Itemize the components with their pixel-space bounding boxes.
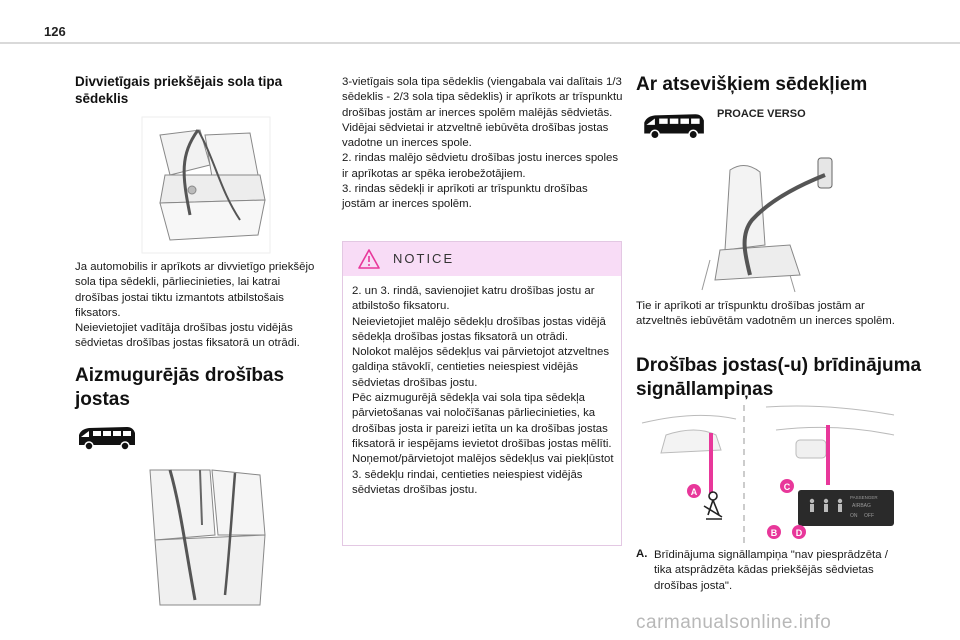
individual-seats-paragraph: Tie ir aprīkoti ar trīspunktu drošības jostām ar atzveltnēs iebūvētām vadotnēm un inerces spolēm. xyxy=(636,300,895,328)
svg-text:C: C xyxy=(783,482,791,492)
individual-seats-heading: Ar atsevišķiem sēdekļiem xyxy=(636,74,868,95)
rear-belts-heading: Aizmugurējās drošības jostas xyxy=(75,365,285,410)
van-icon xyxy=(640,112,706,140)
callout-a xyxy=(687,484,701,498)
watermark: carmanualsonline.info xyxy=(636,612,832,633)
warning-lamps-heading: Drošības jostas(-u) brīdinājuma signāllampiņas xyxy=(636,355,922,400)
panel-text-passenger: PASSENGER xyxy=(850,495,878,500)
seatbelt-warning-icon xyxy=(704,492,722,519)
rear-belts-illustration xyxy=(140,465,270,610)
model-label: PROACE VERSO xyxy=(717,108,806,120)
callout-d xyxy=(792,525,806,539)
dashboard-warning-illustration xyxy=(636,405,901,547)
individual-seat-illustration xyxy=(690,150,850,295)
svg-text:A: A xyxy=(690,487,698,497)
van-icon xyxy=(75,425,137,451)
panel-text-on: ON xyxy=(850,513,858,519)
notice-header xyxy=(343,242,621,276)
notice-title: NOTICE xyxy=(393,251,455,266)
notice-box xyxy=(342,241,622,546)
notice-text: 2. un 3. rindā, savienojiet katru drošības jostu ar atbilstošo fiksatoru. Neievietojiet malējo sēdekļu drošības jostas vidējā sēdekļa drošības jostas fiksatorā un otrādi. Nolokot malējos sēdekļus vai pārvietojot atzveltnes galdiņa stāvoklī, centieties neiespiest vidējās sēdvietas drošības jostu. Pēc aizmugurējā sēdekļa vai sola tipa sēdekļa pārvietošanas vai noločīšanas pārliecinieties, ka drošības josta ir pareizi ietīta un ka drošības jostas fiksatorā ir iespējams ievietot drošības jostas mēlīti. Noņemot/pārvietojot malējos sēdekļus vai piekļūstot 3. sēdekļu rindai, centieties neiespiest vidējās sēdvietas drošības jostu. xyxy=(352,285,614,496)
warning-triangle-icon xyxy=(357,248,381,270)
rear-belts-paragraph: 3-vietīgais sola tipa sēdeklis (viengabala vai dalītais 1/3 sēdeklis - 2/3 sola tipa sēdeklis) ir aprīkots ar trīspunktu drošības jostām ar inerces spolēm malējās sēdvietās. Vidējai sēdvietai ir atzveltnē iebūvēta drošības jostas vadotne un inerces spole. 2. rindas malējo sēdvietu drošības jostu inerces spoles ir aprīkotas ar spēka ierobežotājiem. 3. rindas sēdekļi ir aprīkoti ar trīspunktu drošības jostām ar inerces spolēm. xyxy=(342,76,623,211)
legend-text-a: Brīdinājuma signāllampiņa "nav piesprādzēta / tika atsprādzēta kādas priekšējās sēdvietas drošības josta". xyxy=(654,549,888,592)
callout-c xyxy=(780,479,794,493)
front-bench-heading: Divvietīgais priekšējais sola tipa sēdeklis xyxy=(75,74,283,106)
svg-text:B: B xyxy=(770,528,778,538)
callout-b xyxy=(767,525,781,539)
front-bench-illustration xyxy=(140,115,272,255)
svg-text:D: D xyxy=(795,528,803,538)
front-bench-paragraph: Ja automobilis ir aprīkots ar divvietīgo priekšējo sola tipa sēdekli, pārliecinieties, lai katrai drošības jostai tiktu izmantots atbilstošais fiksators. Neievietojiet vadītāja drošības jostu vidējās sēdvietas drošības jostas fiksatorā un otrādi. xyxy=(75,261,315,350)
panel-text-off: OFF xyxy=(864,513,874,519)
top-divider xyxy=(0,42,960,44)
legend-letter-a: A. xyxy=(636,548,648,560)
panel-text-airbag: AIRBAG xyxy=(852,503,871,509)
page-number: 126 xyxy=(44,24,66,39)
